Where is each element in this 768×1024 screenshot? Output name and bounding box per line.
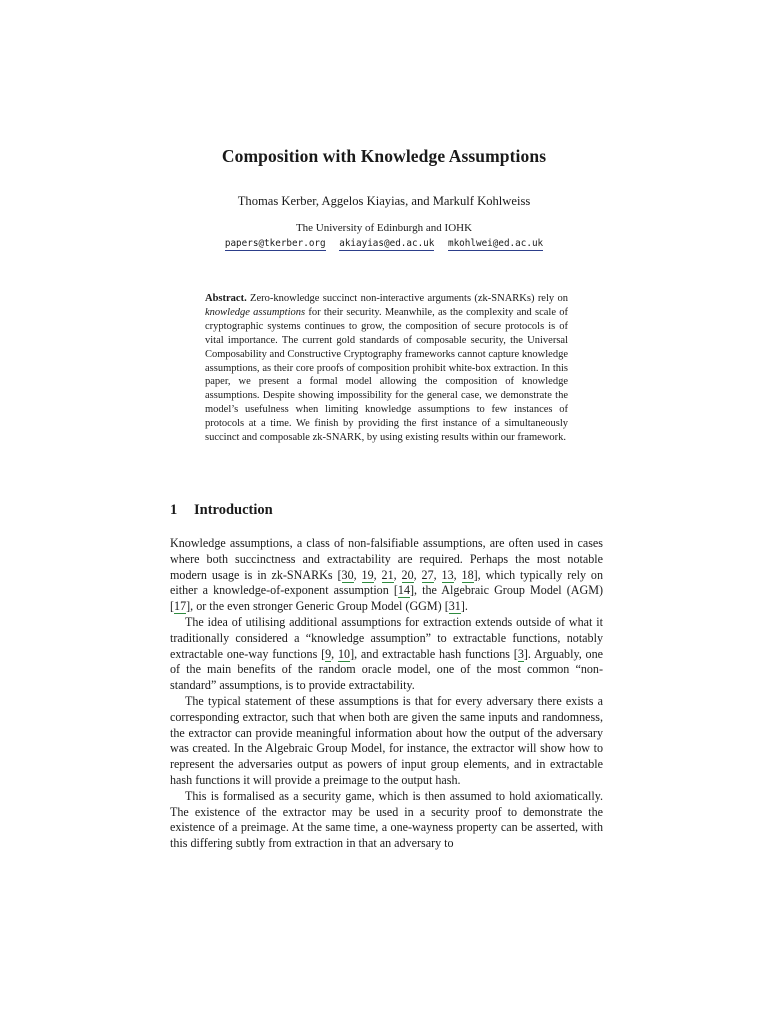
paragraph-text: The idea of utilising additional assumptions for extraction extends outside of what it traditionally considered a “knowledge assumption” to extractable functions, notably extractable one-way functions [ xyxy=(170,614,603,661)
affiliation: The University of Edinburgh and IOHK xyxy=(295,222,473,234)
paragraph-4: This is formalised as a security game, which is then assumed to hold axiomatically. The existence of the extractor may be used in a security proof to demonstrate the existence of a preimage. At the same time, a one-wayness property can be asserted, with this differing subtly from extraction in that an adversary to xyxy=(170,788,603,851)
abstract-lead: Abstract. xyxy=(205,293,247,304)
citation-link[interactable]: 3 xyxy=(517,646,524,661)
paragraph-text: Knowledge assumptions, a class of non-falsifiable assumptions, are often used in cases where both succinctness and extractability are required. Perhaps the most notable modern usage is in zk-SNARKs [ xyxy=(170,536,603,582)
email-link-kiayias[interactable]: akiayias@ed.ac.uk xyxy=(339,238,435,249)
citation-link[interactable]: 21 xyxy=(381,567,394,582)
citation-link[interactable]: 27 xyxy=(421,567,434,582)
citation-link[interactable]: 13 xyxy=(441,567,454,582)
paragraph-2: The idea of utilising additional assumptions for extraction extends outside of what it traditionally considered a “knowledge assumption” to extractable functions, notably extractable one-way functions [9, 10], and extractable hash functions [3]. Arguably, one of the main benefits of the random oracle model, one of the most common “non-standard” assumptions, is to provide extractability. xyxy=(170,614,604,693)
citation-link[interactable]: 17 xyxy=(174,599,187,614)
citation-link[interactable]: 14 xyxy=(397,583,410,598)
author-list: Thomas Kerber, Aggelos Kiayias, and Markulf Kohlweiss xyxy=(237,194,531,208)
section-heading xyxy=(170,502,273,519)
email-link-kerber[interactable]: papers@tkerber.org xyxy=(224,238,326,249)
paper-title: Composition with Knowledge Assumptions xyxy=(221,146,547,166)
citation-link[interactable]: 19 xyxy=(361,567,374,582)
citation-link[interactable]: 20 xyxy=(401,567,414,582)
citation-link[interactable]: 10 xyxy=(337,646,351,661)
abstract xyxy=(205,292,568,445)
paragraph-text: ]. Arguably, one of the main benefits of the random oracle model, one of the most common “non-standard” assumptions, is to provide extractability. xyxy=(170,646,604,693)
paragraph-text: ]. xyxy=(460,599,468,614)
abstract-emphasis: knowledge assumptions xyxy=(205,306,306,318)
abstract-text-2: for their security. Meanwhile, as the complexity and scale of cryptographic systems continues to grow, the composition of secure protocols is of vital importance. The current gold standards of composable security, the Universal Composability and Constructive Cryptography frameworks cannot capture knowledge assumptions, as their core proofs of composition prohibit white-box extraction. In this paper, we present a formal model allowing the composition of knowledge assumptions. Despite showing impossibility for the general case, we demonstrate the model’s usefulness when limiting knowledge assumptions to few instances of protocols at a time. We finish by providing the first instance of a simultaneously succinct and composable zk-SNARK, by using existing results within our framework. xyxy=(205,306,569,444)
paragraph-text: ], the Algebraic Group Model (AGM) [ xyxy=(170,583,603,614)
citation-link[interactable]: 30 xyxy=(341,567,354,582)
email-list xyxy=(0,238,768,251)
citation-link[interactable]: 18 xyxy=(461,567,474,582)
section-title: Introduction xyxy=(194,502,273,518)
paragraph-text: ], which typically rely on either a knowledge-of-exponent assumption [ xyxy=(170,567,603,598)
abstract-text-1: Zero-knowledge succinct non-interactive arguments (zk-SNARKs) rely on xyxy=(246,293,568,304)
paragraph-1: Knowledge assumptions, a class of non-falsifiable assumptions, are often used in cases where both succinctness and extractability are required. Perhaps the most notable modern usage is in zk-SNARKs [30, 19, 21, 20, 27, 13, 18], which typically rely on either a knowledge-of-exponent assumption [14], the Algebraic Group Model (AGM) [17], or the even stronger Generic Group Model (GGM) [31]. xyxy=(170,536,603,614)
paragraph-text: ], or the even stronger Generic Group Model (GGM) [ xyxy=(186,599,449,614)
paragraph-3: The typical statement of these assumptions is that for every adversary there exists a corresponding extractor, such that when both are given the same inputs and randomness, the extractor can provide meaningful information about how the output of the adversary was created. In the Algebraic Group Model, for instance, the extractor will show how to represent the adversaries output as powers of input group elements, and in extractable hash functions it will provide a preimage to the output hash. xyxy=(170,693,603,787)
section-number: 1 xyxy=(170,502,178,518)
paragraph-text: ], and extractable hash functions [ xyxy=(350,646,518,661)
citation-link[interactable]: 9 xyxy=(325,646,332,661)
body-text xyxy=(170,536,603,852)
citation-link[interactable]: 31 xyxy=(448,599,461,614)
email-link-kohlweiss[interactable]: mkohlwei@ed.ac.uk xyxy=(447,238,544,249)
